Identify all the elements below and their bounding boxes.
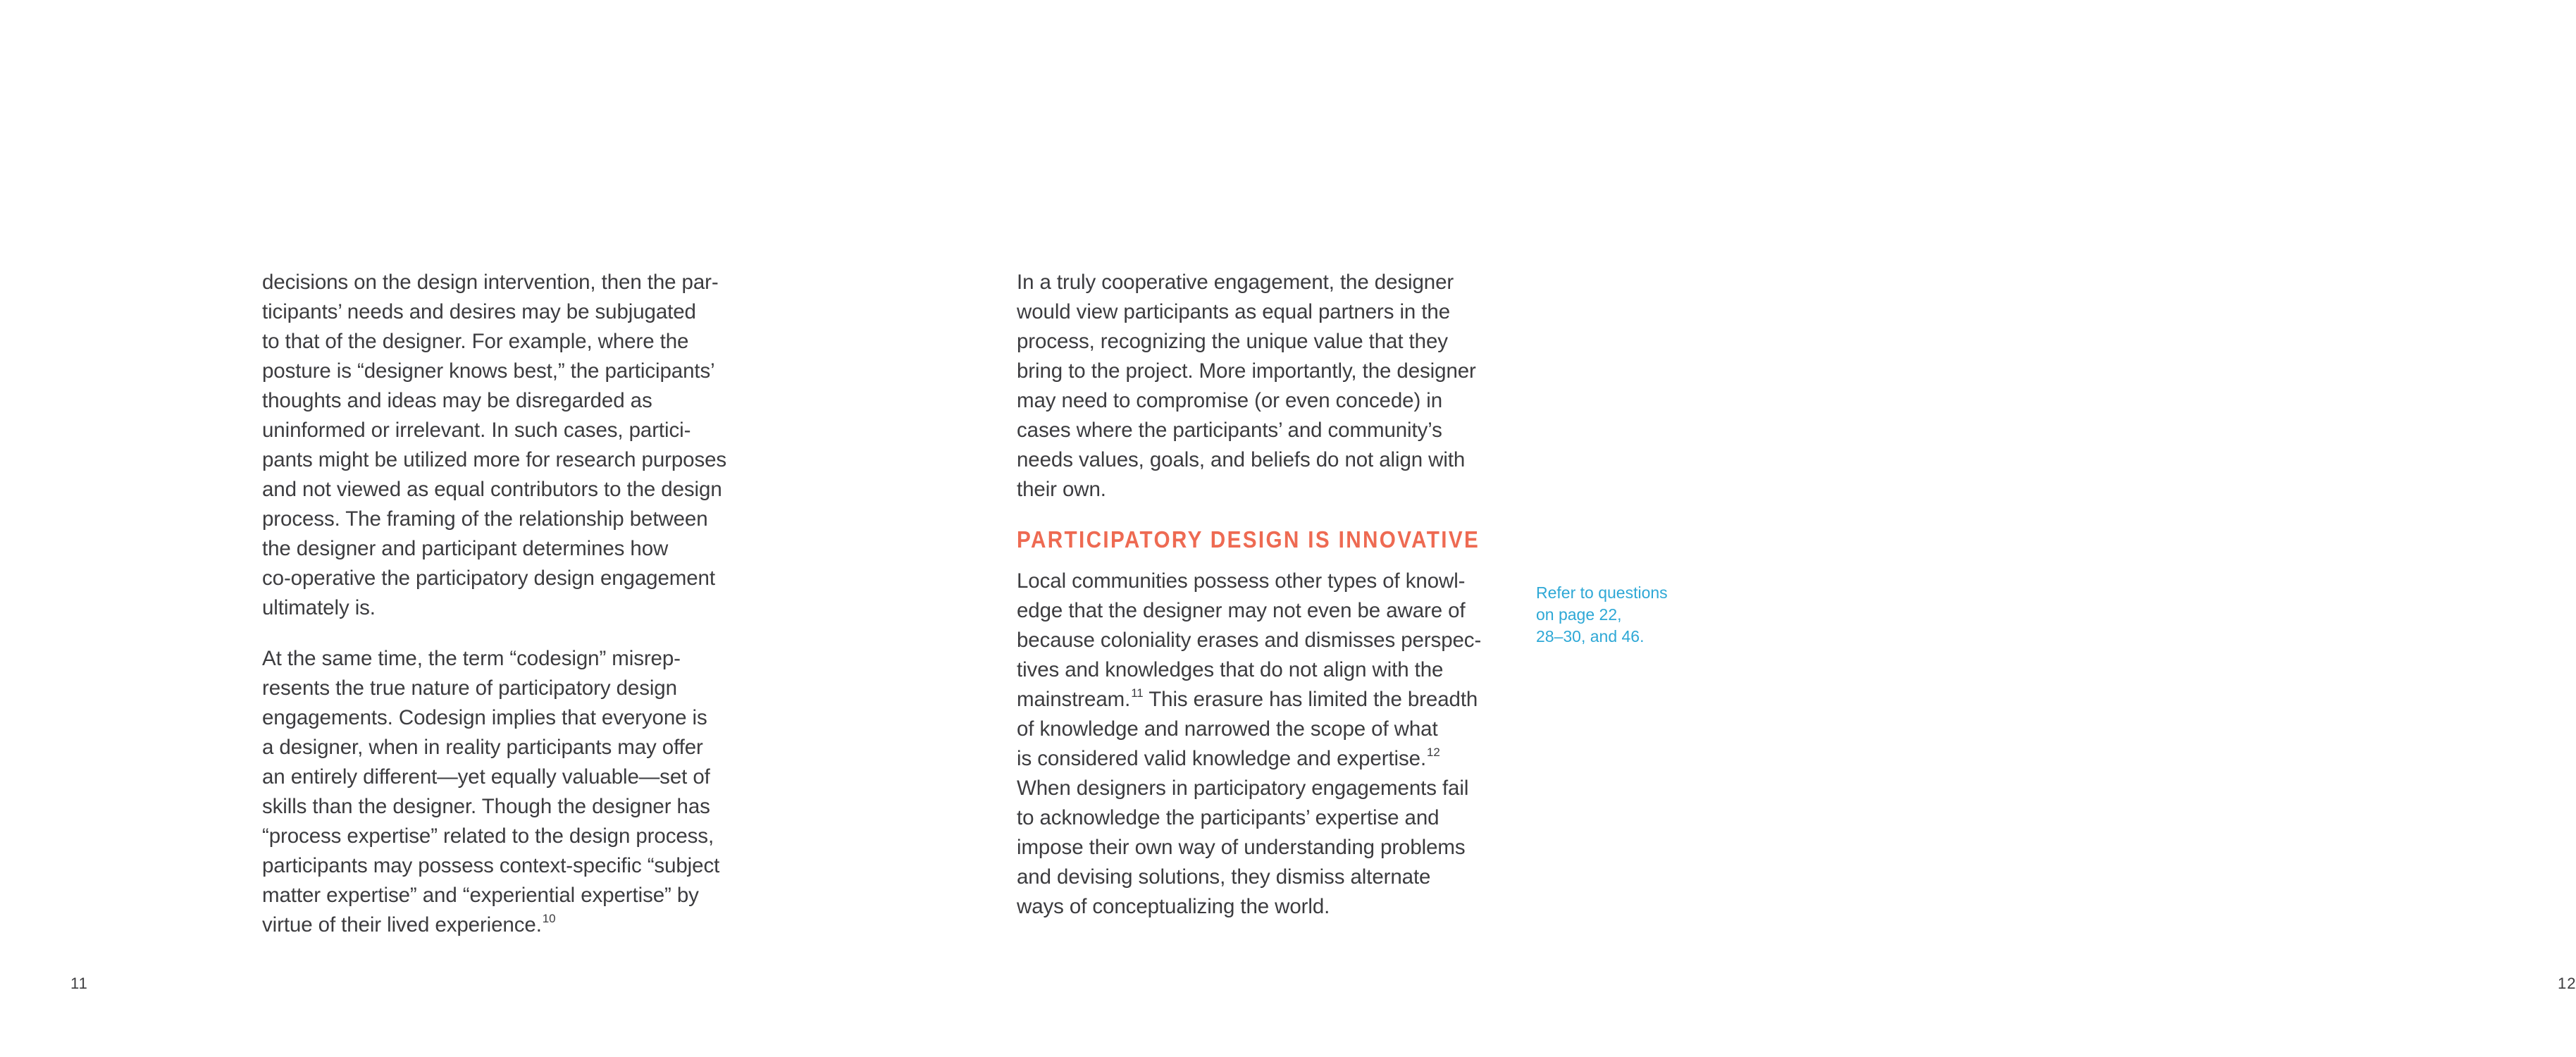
text-line: ultimately is. bbox=[262, 596, 376, 619]
text-line: pants might be utilized more for research purposes bbox=[262, 448, 727, 471]
text-line: co-operative the participatory design engagement bbox=[262, 567, 715, 590]
text-line-with-footnote bbox=[262, 910, 769, 940]
text-line: impose their own way of understanding problems bbox=[1017, 836, 1466, 859]
text-line: the designer and participant determines how bbox=[262, 537, 669, 560]
text-line: In a truly cooperative engagement, the designer bbox=[1017, 271, 1454, 294]
text-line: resents the true nature of participatory design bbox=[262, 676, 677, 700]
text-line: would view participants as equal partners in the bbox=[1017, 300, 1451, 323]
sidenote-line: 28–30, and 46. bbox=[1536, 627, 1645, 645]
footnote-ref-10[interactable]: 10 bbox=[542, 912, 556, 925]
text-line: participants may possess context-specific “subject bbox=[262, 854, 720, 877]
text-line: engagements. Codesign implies that everyone is bbox=[262, 706, 707, 729]
text-line: skills than the designer. Though the designer has bbox=[262, 795, 710, 818]
text-segment: virtue of their lived experience. bbox=[262, 913, 542, 937]
text-line: bring to the project. More importantly, the designer bbox=[1017, 359, 1476, 383]
text-line: and not viewed as equal contributors to the design bbox=[262, 478, 722, 501]
sidenote-question-reference[interactable] bbox=[1536, 582, 1705, 648]
section-heading: PARTICIPATORY DESIGN IS INNOVATIVE bbox=[1017, 526, 1480, 552]
text-line: “process expertise” related to the design process, bbox=[262, 824, 714, 848]
left-text-column bbox=[262, 268, 769, 961]
text-line-with-footnote bbox=[1017, 685, 1524, 715]
sidenote-line: on page 22, bbox=[1536, 605, 1622, 624]
page-number-left: 11 bbox=[70, 975, 88, 992]
text-segment: This erasure has limited the breadth bbox=[1143, 688, 1478, 711]
text-line: an entirely different—yet equally valuable—set of bbox=[262, 765, 710, 789]
text-line: ticipants’ needs and desires may be subjugated bbox=[262, 300, 696, 323]
text-line: needs values, goals, and beliefs do not align with bbox=[1017, 448, 1466, 471]
text-line: because coloniality erases and dismisses perspec- bbox=[1017, 629, 1482, 652]
page-number-right: 12 bbox=[2558, 975, 2576, 992]
text-line: uninformed or irrelevant. In such cases, partici- bbox=[262, 419, 691, 442]
text-line: tives and knowledges that do not align with the bbox=[1017, 658, 1444, 681]
text-line: ways of conceptualizing the world. bbox=[1017, 895, 1330, 918]
text-line: their own. bbox=[1017, 478, 1106, 501]
text-line: At the same time, the term “codesign” misrep- bbox=[262, 647, 681, 670]
right-paragraph-1 bbox=[1017, 268, 1524, 505]
right-paragraph-2 bbox=[1017, 567, 1524, 922]
text-line: When designers in participatory engagements fail bbox=[1017, 777, 1469, 800]
text-line: a designer, when in reality participants may offer bbox=[262, 736, 703, 759]
text-line: of knowledge and narrowed the scope of what bbox=[1017, 717, 1438, 741]
left-paragraph-2 bbox=[262, 644, 769, 940]
left-paragraph-1 bbox=[262, 268, 769, 623]
text-line: process, recognizing the unique value that they bbox=[1017, 330, 1448, 353]
text-line: posture is “designer knows best,” the participants’ bbox=[262, 359, 715, 383]
right-page bbox=[881, 0, 2576, 1057]
footnote-ref-12[interactable]: 12 bbox=[1427, 746, 1440, 759]
sidenote-line: Refer to questions bbox=[1536, 583, 1668, 602]
text-line: and devising solutions, they dismiss alternate bbox=[1017, 865, 1431, 889]
text-line: edge that the designer may not even be aware of bbox=[1017, 599, 1466, 622]
right-text-column bbox=[1017, 268, 1524, 943]
text-line: to that of the designer. For example, where the bbox=[262, 330, 689, 353]
text-line: decisions on the design intervention, then the par- bbox=[262, 271, 719, 294]
text-line: cases where the participants’ and community’s bbox=[1017, 419, 1442, 442]
text-segment: mainstream. bbox=[1017, 688, 1131, 711]
text-line: matter expertise” and “experiential expertise” by bbox=[262, 884, 699, 907]
text-line: thoughts and ideas may be disregarded as bbox=[262, 389, 652, 412]
text-line: process. The framing of the relationship between bbox=[262, 507, 708, 531]
text-segment: is considered valid knowledge and expertise. bbox=[1017, 747, 1427, 770]
text-line: may need to compromise (or even concede) in bbox=[1017, 389, 1443, 412]
text-line: Local communities possess other types of knowl- bbox=[1017, 569, 1466, 593]
footnote-ref-11[interactable]: 11 bbox=[1131, 686, 1144, 700]
left-page bbox=[0, 0, 881, 1057]
text-line-with-footnote bbox=[1017, 744, 1524, 774]
text-line: to acknowledge the participants’ expertise and bbox=[1017, 806, 1439, 829]
